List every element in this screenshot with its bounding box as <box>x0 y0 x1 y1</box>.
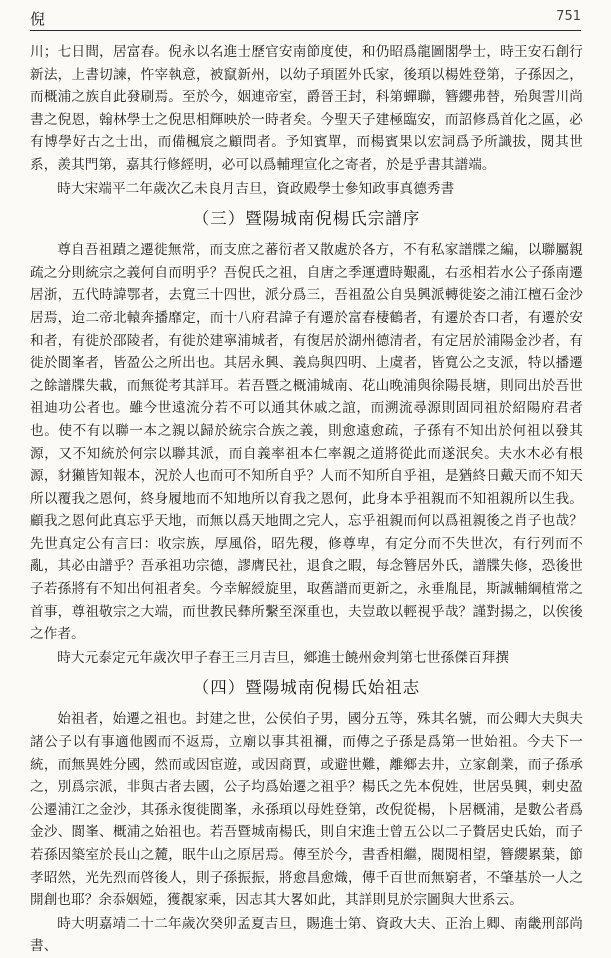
header-character: 倪 <box>30 10 46 28</box>
section-4-title: （四）暨陽城南倪楊氏始祖志 <box>192 678 421 698</box>
intro-paragraph: 川；七日間，居富春。倪永以名進士歷官安南節度使，和仍昭爲龍圖閣學士，時王安石創行新法，上書切諫，忤宰執意，被竄新州，以幼子頊匿外氏家，後頊以楊姓登第，子孫因之，而概浦之族自此發刷焉。至於今，姻連帝室，爵晉王封，科第蟬聯，簪纓弗替，殆與霅川尚書之倪恩，翰林學士之倪思相輝映於一時者矣。今聖天子建極臨安，而詔修爲首化之區，必有博學好古之士出，而備楓宸之顧問者。予知賓單，而楊賓果以宏詞爲予所識拔，閱其世系，羨其門第，嘉其行修經明，必可以爲輔理宣化之寄者，於是乎書其譜端。 <box>30 44 583 173</box>
section-4-date-line: 時大明嘉靖二十二年歲次癸卯孟夏吉旦，賜進士第、資政大夫、正治上卿、南畿刑部尚書、 <box>30 915 583 955</box>
section-3-date-line: 時大元泰定元年歲次甲子春王三月吉旦，鄉進士饒州僉判第七世孫傑百拜撰 <box>57 649 510 666</box>
section-3-paragraph: 尊自吾祖蹟之遷徙無常，而支庶之蕃衍者又散處於各方，不有私家譜牒之編，以聯屬親疏之分則統宗之義何自而明乎？吾倪氏之祖，自唐之季運遭時艱亂，右丞相若水公子孫南遷居浙，五代時諱鄂者，去寬三十四世，派分爲三，吾祖盈公自吳興派轉徙姿之浦江檀石金沙居焉，迨二帝北轅奔播靡定，而十八府君諱子有遷於富春棲鶴者，有遷於杏口者，有遷於安和者，有徙於邵陵者，有徙於建寧浦城者，有復居於湖州德清者，有定居於浦陽金沙者，有徙於閬峯者，皆盈公之所出也。其居永興、義烏與四明、上虞者，皆寬公之支派，特以播遷之餘譜牒失載，而無從考其詳耳。若吾暨之概浦城南、花山晚浦與徐陽長塘，則同出於吾世祖迪功公者也。雖今世遠流分若不可以通其休戚之誼，而溯流尋源則固同祖於紹陽府君者也。使不有以聯一本之親以歸於統宗合族之義，則愈遠愈疏，子孫有不知出於何祖以發其源，又不知統於何宗以聯其派，而自義率祖本仁率親之道將從此而遂泯矣。夫水木必有根源，豺獺皆知報本，況於人也而可不知所自乎？人而不知所自乎祖，是猶終日戴天而不知天所以覆我之恩何，終身履地而不知地所以育我之恩何，此身本乎祖親而不知祖親所以生我。顧我之恩何此真忘乎天地，而無以爲天地間之完人，忘乎祖親而何以爲祖親後之肖子也哉？先世真定公有言曰：收宗族，厚風俗，昭先稷，修尊卑，有定分而不失世次，有行列而不亂，其必由譜乎？吾承祖功宗德，謬膺民社，退食之暇，每念簪居外氏，譜牒失修，恐後世子若孫將有不知出何祖者矣。今幸解綬旋里，取舊譜而更新之，永垂胤昆，斯誠輔綱植常之首事，尊祖敬宗之大端，而世教民彝所繫至深重也，夫豈敢以輕視乎哉？謹對揚之，以俟後之作者。 <box>30 242 583 643</box>
page-number: 751 <box>556 9 581 24</box>
section-3-title: （三）暨陽城南倪楊氏宗譜序 <box>192 209 421 229</box>
running-header <box>30 8 581 31</box>
intro-date-line: 時大宋端平二年歲次乙未良月吉旦，資政殿學士參知政事真德秀書 <box>57 180 455 197</box>
page-body <box>30 41 583 958</box>
section-4-paragraph: 始祖者，始遷之祖也。封建之世，公侯伯子男，國分五等，殊其名號，而公卿大夫與夫諸公子以有事適他國而不返焉，立廟以事其祖禰，而傳之子孫是爲第一世始祖。今夫下一統，而無異姓分國，然而或因宦遊，或因商賈，或避世難，離鄉去井，立家創業，而子孫承之，別爲宗派，非與古者去國，公子均爲始遷之祖乎？楊氏之先本倪姓，世居吳興，剌史盈公遷浦江之金沙，其孫永復徙閬峯，永孫頊以母姓登第，改倪從楊，卜居概浦，是數公者爲金沙、閬峯、概浦之始祖也。若吾暨城南楊氏，則自宋進士曾五公以二子贅居史氏始，而子若孫因築室於長山之麓，眠牛山之原居焉。傳至於今，書香相繼，閥閱相望，簪纓累葉，節孝昭然，光先烈而啓後人，則子孫振振，將愈昌愈熾，傳千百世而無窮者，不肇基於一人之開創也耶？余忝姻婭，獲覩家乘，因志其大畧如此，其詳則見於宗圖與大世系云。 <box>30 711 583 909</box>
